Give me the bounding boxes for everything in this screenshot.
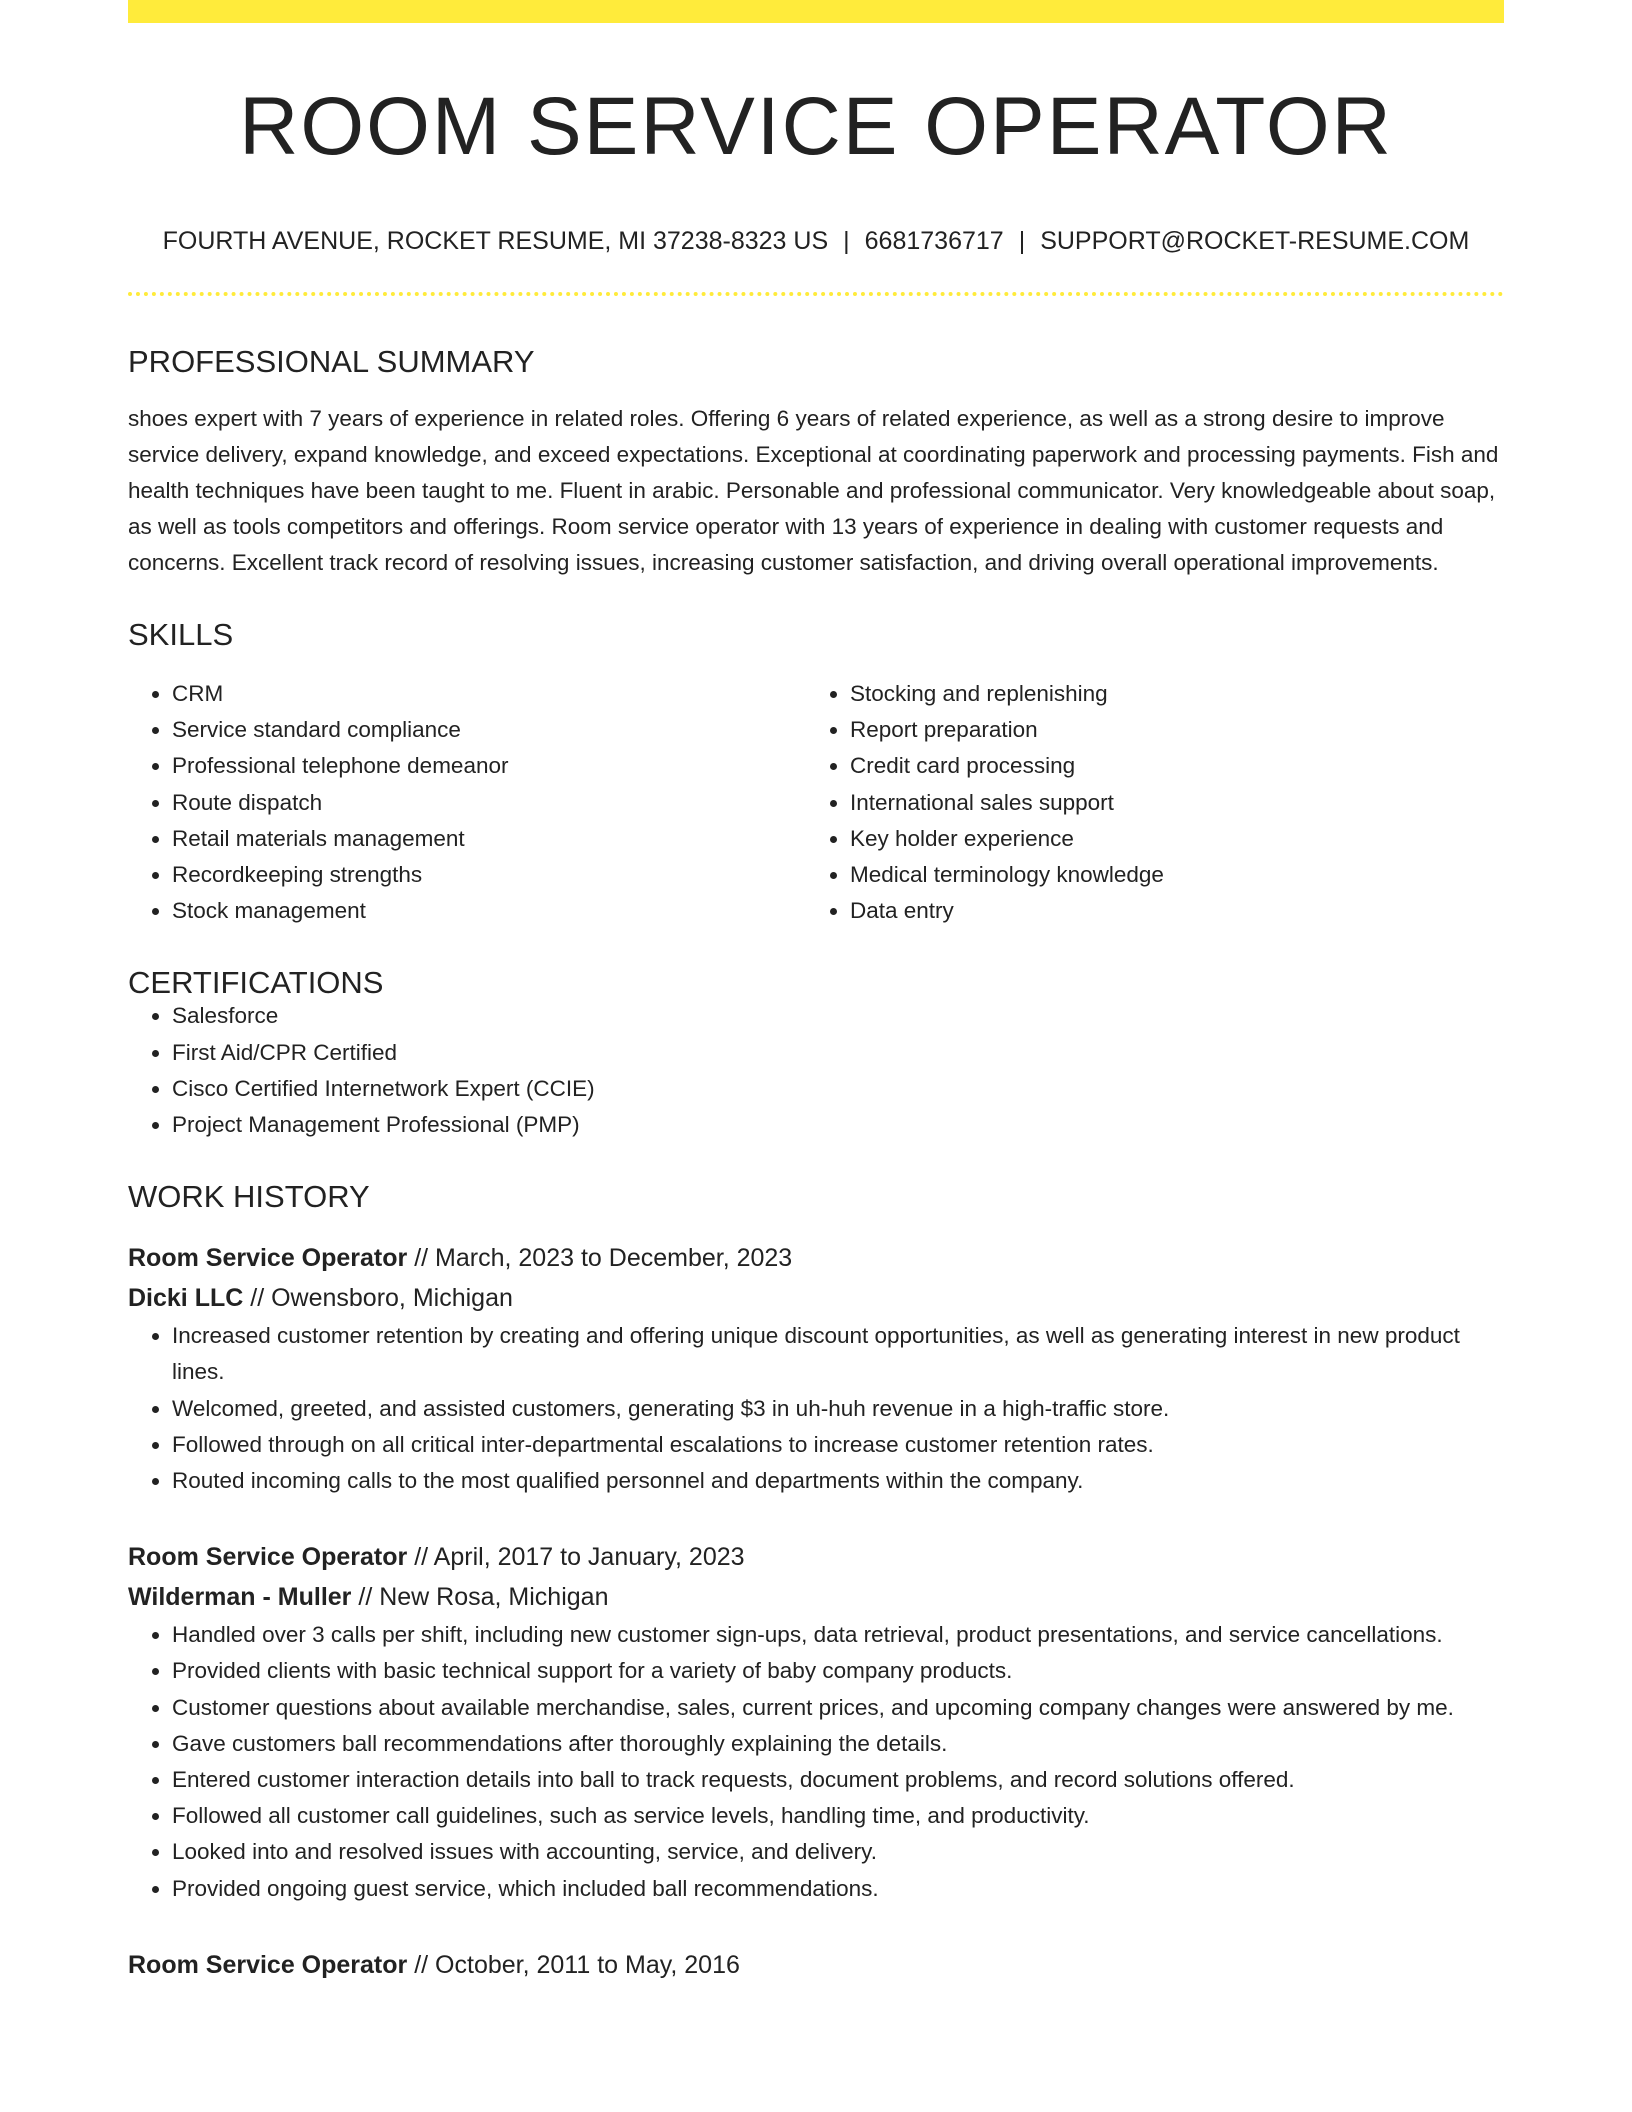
- job-bullet-list: [128, 1617, 1504, 1907]
- skills-column-left: [128, 676, 806, 929]
- summary-text: shoes expert with 7 years of experience in related roles. Offering 6 years of related experience, as well as a strong desire to improve service delivery, expand knowledge, and exceed expectations. Exceptional at coordinating paperwork and processing payments. Fish and health techniques have been taught to me. Fluent in arabic. Personable and professional communicator. Very knowledgeable about soap, as well as tools competitors and offerings. Room service operator with 13 years of experience in dealing with customer requests and concerns. Excellent track record of resolving issues, increasing customer satisfaction, and driving overall operational improvements.: [128, 406, 1499, 575]
- job-bullet: • Provided ongoing guest service, which included ball recommendations.: [172, 1871, 1504, 1907]
- contact-phone: 6681736717: [864, 227, 1004, 255]
- job-company-line: [128, 1577, 1504, 1617]
- skill-item: • Professional telephone demeanor: [172, 748, 806, 784]
- job-bullet-list: [128, 1318, 1504, 1499]
- job-role: Room Service Operator: [128, 1543, 408, 1572]
- skill-item: • Service standard compliance: [172, 712, 806, 748]
- job-company: Dicki LLC: [128, 1284, 244, 1313]
- job-title-line: [128, 1945, 1504, 1985]
- certification-item: • Project Management Professional (PMP): [172, 1107, 1504, 1143]
- job-title-line: [128, 1238, 1504, 1278]
- job-company: Wilderman - Muller: [128, 1583, 352, 1612]
- top-accent-bar: [128, 0, 1504, 23]
- job-bullet: • Handled over 3 calls per shift, including new customer sign-ups, data retrieval, product presentations, and service cancellations.: [172, 1617, 1504, 1653]
- job-bullet: • Entered customer interaction details into ball to track requests, document problems, and record solutions offered.: [172, 1762, 1504, 1798]
- job-bullet: • Followed through on all critical inter-departmental escalations to increase customer retention rates.: [172, 1427, 1504, 1463]
- job-bullet: • Routed incoming calls to the most qualified personnel and departments within the company.: [172, 1463, 1504, 1499]
- job-dates: // March, 2023 to December, 2023: [414, 1244, 793, 1273]
- job-bullet: • Gave customers ball recommendations after thoroughly explaining the details.: [172, 1726, 1504, 1762]
- contact-separator: |: [1018, 227, 1026, 255]
- job-bullet: • Followed all customer call guidelines, such as service levels, handling time, and productivity.: [172, 1798, 1504, 1834]
- job-bullet: • Welcomed, greeted, and assisted customers, generating $3 in uh-huh revenue in a high-traffic store.: [172, 1391, 1504, 1427]
- skills-column-right: [806, 676, 1484, 929]
- job-entry: [128, 1537, 1504, 1907]
- job-bullet: • Customer questions about available merchandise, sales, current prices, and upcoming company changes were answered by me.: [172, 1690, 1504, 1726]
- skill-item: • CRM: [172, 676, 806, 712]
- job-dates: // October, 2011 to May, 2016: [414, 1950, 740, 1979]
- skill-item: • Medical terminology knowledge: [850, 857, 1484, 893]
- resume-title: ROOM SERVICE OPERATOR: [239, 81, 1393, 172]
- certification-item: • Cisco Certified Internetwork Expert (CCIE): [172, 1071, 1504, 1107]
- resume-page: [128, 0, 1504, 1985]
- job-entry: [128, 1238, 1504, 1499]
- job-role: Room Service Operator: [128, 1950, 408, 1979]
- job-location: // Owensboro, Michigan: [250, 1284, 513, 1313]
- contact-line: [128, 229, 1504, 254]
- contact-separator: |: [843, 227, 850, 255]
- job-role: Room Service Operator: [128, 1244, 408, 1273]
- certification-item: • Salesforce: [172, 998, 1504, 1034]
- job-title-line: [128, 1537, 1504, 1577]
- work-history-heading: WORK HISTORY: [128, 1179, 370, 1215]
- job-bullet: • Increased customer retention by creating and offering unique discount opportunities, as well as generating interest in new product lines.: [172, 1318, 1504, 1390]
- certifications-list: [128, 998, 1504, 1143]
- skill-item: • Stock management: [172, 893, 806, 929]
- contact-email: SUPPORT@ROCKET-RESUME.COM: [1040, 227, 1470, 255]
- skill-item: • Credit card processing: [850, 748, 1484, 784]
- skill-item: • Route dispatch: [172, 785, 806, 821]
- job-bullet: • Looked into and resolved issues with accounting, service, and delivery.: [172, 1834, 1504, 1870]
- skill-item: • Recordkeeping strengths: [172, 857, 806, 893]
- job-location: // New Rosa, Michigan: [358, 1583, 609, 1612]
- contact-address: FOURTH AVENUE, ROCKET RESUME, MI 37238-8323 US: [162, 227, 829, 255]
- certification-item: • First Aid/CPR Certified: [172, 1035, 1504, 1071]
- skill-item: • Report preparation: [850, 712, 1484, 748]
- summary-heading: PROFESSIONAL SUMMARY: [128, 344, 535, 379]
- skills-list: [128, 676, 1504, 929]
- skills-heading: SKILLS: [128, 617, 234, 652]
- skill-item: • Retail materials management: [172, 821, 806, 857]
- skill-item: • International sales support: [850, 785, 1484, 821]
- certifications-heading: CERTIFICATIONS: [128, 965, 384, 1001]
- job-bullet: • Provided clients with basic technical support for a variety of baby company products.: [172, 1653, 1504, 1689]
- job-entry: [128, 1945, 1504, 1985]
- skill-item: • Key holder experience: [850, 821, 1484, 857]
- header-divider: [128, 292, 1504, 296]
- job-dates: // April, 2017 to January, 2023: [414, 1543, 745, 1572]
- skill-item: • Data entry: [850, 893, 1484, 929]
- job-company-line: [128, 1278, 1504, 1318]
- skill-item: • Stocking and replenishing: [850, 676, 1484, 712]
